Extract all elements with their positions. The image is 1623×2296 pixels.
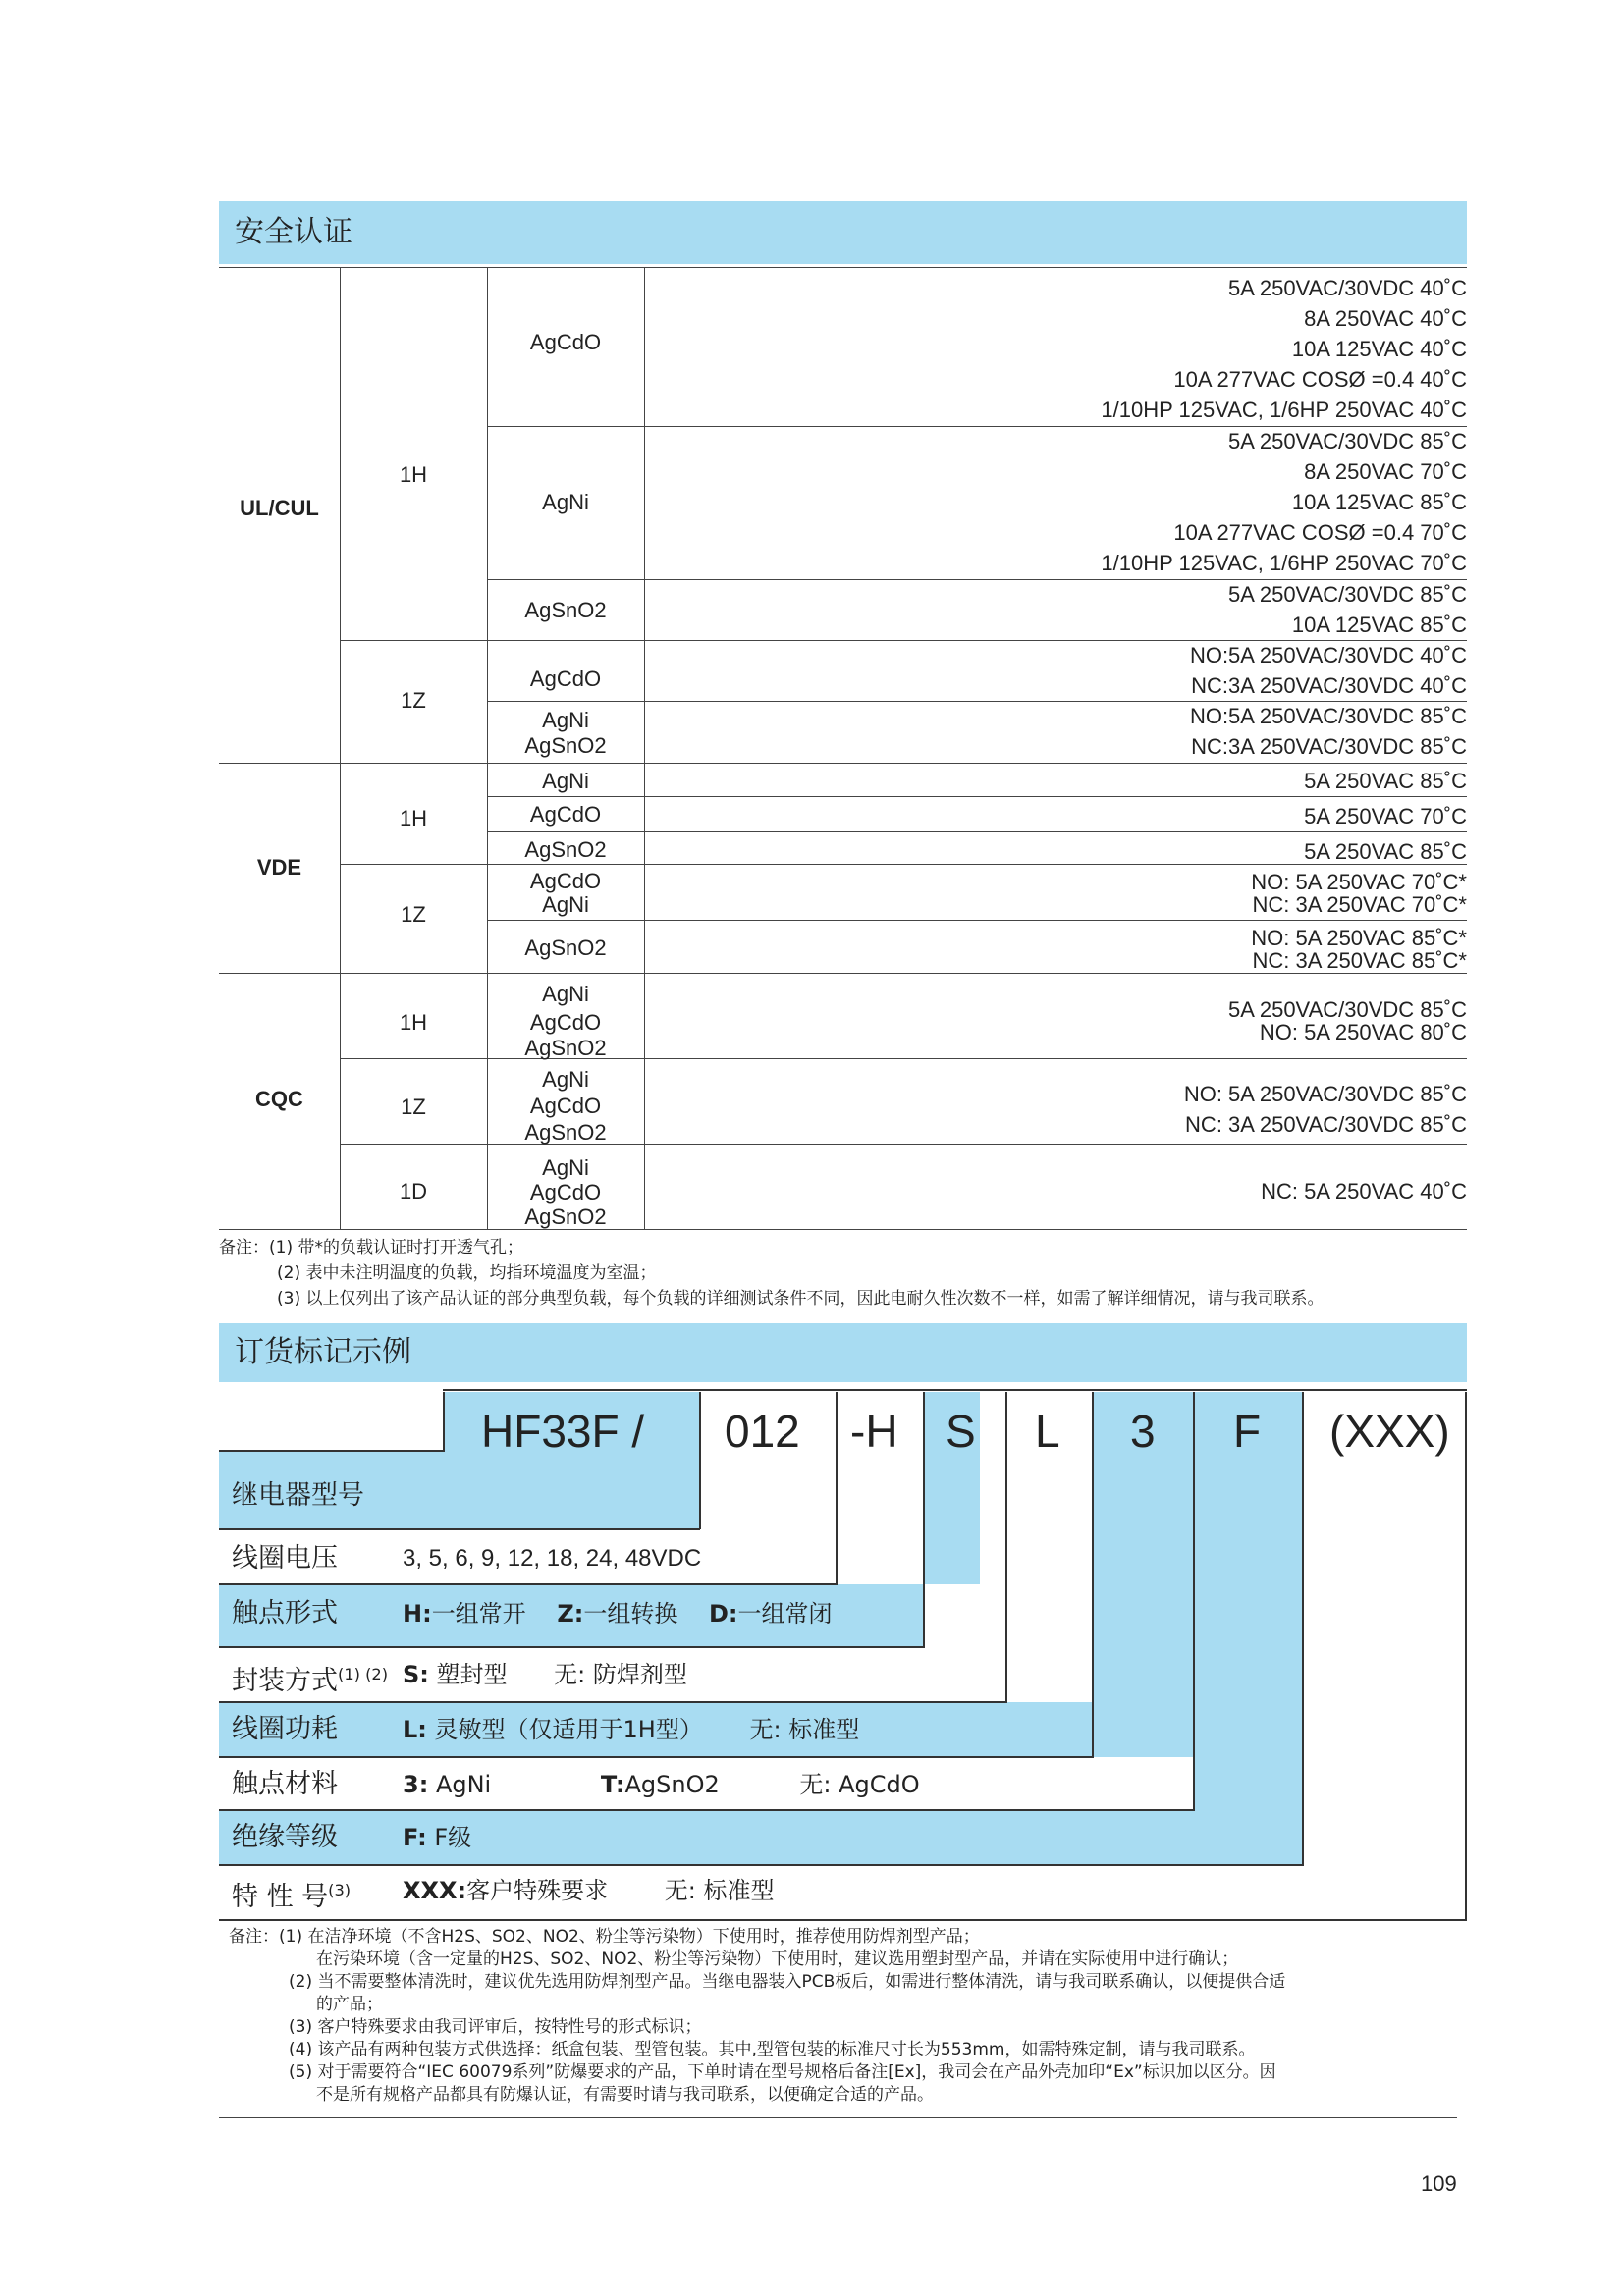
ul-1z-material-agni: AgNi xyxy=(542,708,589,732)
coil-power-options xyxy=(403,1714,859,1745)
cqc-1z-load-1: NO: 5A 250VAC/30VDC 85˚C xyxy=(1183,1082,1467,1106)
special-note-ref: (3) xyxy=(328,1881,352,1899)
vde-1z-agni: AgNi xyxy=(542,892,589,917)
contact-form-d-code: D: xyxy=(708,1600,738,1628)
ul-agcdo-load-1: 5A 250VAC/30VDC 40˚C xyxy=(1228,276,1467,300)
cert-vde: VDE xyxy=(256,855,302,880)
contact-form-h-code: H: xyxy=(403,1600,432,1628)
vde-1z-a-load-2: NC: 3A 250VAC 70˚C* xyxy=(1252,892,1467,917)
code-coil-power: L xyxy=(1035,1406,1060,1457)
label-contact-material: 触点材料 xyxy=(232,1769,338,1799)
contact-material-t-text: AgSnO2 xyxy=(624,1771,720,1798)
code-contact-material: 3 xyxy=(1130,1406,1156,1457)
safety-section-title: 安全认证 xyxy=(219,201,1467,264)
ul-agcdo-load-5: 1/10HP 125VAC, 1/6HP 250VAC 40˚C xyxy=(1101,398,1467,422)
ul-1z-agni-load-2: NC:3A 250VAC/30VDC 85˚C xyxy=(1191,734,1467,759)
ul-agcdo-load-2: 8A 250VAC 40˚C xyxy=(1304,306,1467,331)
vde-1z-agsno2: AgSnO2 xyxy=(524,935,607,960)
enclosure-note-ref: (1) (2) xyxy=(338,1665,389,1683)
order-note-1: 备注：(1) 在洁净环境（不含H2S、SO2、NO2、粉尘等污染物）下使用时，推荐使用防焊剂型产品； xyxy=(229,1927,980,1947)
cqc-1h-mat-1: AgNi xyxy=(542,982,589,1006)
safety-note-1: 备注：(1) 带*的负载认证时打开透气孔； xyxy=(219,1238,523,1257)
ul-form-1z: 1Z xyxy=(401,688,426,713)
coil-power-none: 无: 标准型 xyxy=(749,1716,860,1743)
label-contact-form: 触点形式 xyxy=(232,1598,338,1629)
order-section-title: 订货标记示例 xyxy=(219,1323,1467,1382)
cqc-1z-mat-2: AgCdO xyxy=(529,1094,602,1118)
contact-form-h-text: 一组常开 xyxy=(431,1600,526,1628)
vde-1z-b-load-1: NO: 5A 250VAC 85˚C* xyxy=(1251,926,1467,950)
insulation-f-text: F级 xyxy=(434,1824,472,1851)
vde-1h-agcdo-load: 5A 250VAC 70˚C xyxy=(1304,804,1467,828)
insulation-f-code: F: xyxy=(403,1824,427,1851)
vde-1h-agni-load: 5A 250VAC 85˚C xyxy=(1304,769,1467,793)
ul-agcdo-load-3: 10A 125VAC 40˚C xyxy=(1291,337,1467,361)
special-x-code: XXX: xyxy=(403,1877,467,1904)
vde-1h-agsno2: AgSnO2 xyxy=(524,837,607,862)
ul-agni-load-3: 10A 125VAC 85˚C xyxy=(1291,490,1467,514)
vde-1z-agcdo: AgCdO xyxy=(529,869,602,893)
label-relay-model: 继电器型号 xyxy=(232,1480,364,1511)
special-x-text: 客户特殊要求 xyxy=(466,1877,609,1904)
contact-material-a-text: AgNi xyxy=(435,1771,492,1798)
order-note-2b: 的产品； xyxy=(316,1995,383,2014)
vde-1h-agsno2-load: 5A 250VAC 85˚C xyxy=(1304,839,1467,864)
safety-note-3: (3) 以上仅列出了该产品认证的部分典型负载，每个负载的详细测试条件不同，因此电耐久性次数不一样，如需了解详细情况，请与我司联系。 xyxy=(277,1289,1325,1308)
contact-material-t-code: T: xyxy=(600,1771,625,1798)
vde-1h-agcdo: AgCdO xyxy=(529,802,602,827)
vde-form-1h: 1H xyxy=(399,806,428,830)
contact-material-a-code: 3: xyxy=(403,1771,429,1798)
cqc-1d-mat-1: AgNi xyxy=(542,1155,589,1180)
code-contact-form: -H xyxy=(850,1406,898,1457)
cqc-1z-mat-3: AgSnO2 xyxy=(524,1120,607,1145)
contact-form-options xyxy=(403,1598,833,1629)
cert-ul-cul: UL/CUL xyxy=(240,496,319,520)
ul-agsno2-load-2: 10A 125VAC 85˚C xyxy=(1291,613,1467,637)
ul-1z-agni-load-1: NO:5A 250VAC/30VDC 85˚C xyxy=(1189,704,1467,728)
enclosure-none: 无: 防焊剂型 xyxy=(554,1661,687,1688)
cqc-1d-mat-3: AgSnO2 xyxy=(524,1204,607,1229)
ul-agni-load-1: 5A 250VAC/30VDC 85˚C xyxy=(1228,429,1467,454)
contact-form-z-text: 一组转换 xyxy=(583,1600,678,1628)
contact-form-d-text: 一组常闭 xyxy=(737,1600,833,1628)
enclosure-s-text: 塑封型 xyxy=(436,1661,508,1688)
code-model: HF33F / xyxy=(481,1406,645,1457)
ul-agni-load-5: 1/10HP 125VAC, 1/6HP 250VAC 70˚C xyxy=(1101,551,1467,575)
vde-1h-agni: AgNi xyxy=(542,769,589,793)
code-enclosure: S xyxy=(946,1406,976,1457)
code-insulation: F xyxy=(1233,1406,1262,1457)
ul-material-agcdo: AgCdO xyxy=(529,330,602,354)
ul-agni-load-2: 8A 250VAC 70˚C xyxy=(1304,459,1467,484)
ul-material-agni: AgNi xyxy=(542,490,589,514)
order-note-1b: 在污染环境（含一定量的H2S、SO2、NO2、粉尘等污染物）下使用时，建议选用塑封型产品，并请在实际使用中进行确认； xyxy=(316,1949,1239,1969)
label-coil-voltage: 线圈电压 xyxy=(232,1543,338,1574)
vde-form-1z: 1Z xyxy=(401,902,426,927)
cqc-1h-mat-2: AgCdO xyxy=(529,1010,602,1035)
cqc-form-1h: 1H xyxy=(399,1010,428,1035)
code-voltage: 012 xyxy=(725,1406,800,1457)
code-special: (XXX) xyxy=(1329,1406,1450,1457)
label-special: 特 性 号$^{(3)}$ xyxy=(232,1881,352,1912)
ul-1z-material-agsno2: AgSnO2 xyxy=(524,733,607,758)
vde-1z-a-load-1: NO: 5A 250VAC 70˚C* xyxy=(1251,870,1467,894)
cqc-1h-load-2: NO: 5A 250VAC 80˚C xyxy=(1259,1020,1467,1044)
enclosure-s-code: S: xyxy=(403,1661,429,1688)
ul-material-agsno2: AgSnO2 xyxy=(524,598,607,622)
special-none: 无: 标准型 xyxy=(664,1877,775,1904)
contact-material-options xyxy=(403,1769,920,1800)
cqc-form-1z: 1Z xyxy=(401,1095,426,1119)
order-note-3: (3) 客户特殊要求由我司评审后，按特性号的形式标识； xyxy=(289,2017,702,2037)
cqc-1z-mat-1: AgNi xyxy=(542,1067,589,1092)
order-note-5b: 不是所有规格产品都具有防爆认证，有需要时请与我司联系，以便确定合适的产品。 xyxy=(316,2085,934,2105)
cqc-1h-mat-3: AgSnO2 xyxy=(524,1036,607,1060)
special-options xyxy=(403,1875,774,1906)
contact-form-z-code: Z: xyxy=(557,1600,584,1628)
ul-1z-material-agcdo: AgCdO xyxy=(529,667,602,691)
cqc-1h-load-1: 5A 250VAC/30VDC 85˚C xyxy=(1228,997,1467,1022)
label-enclosure: 封装方式$^{(1) (2)}$ xyxy=(232,1665,389,1696)
order-note-4: (4) 该产品有两种包装方式供选择：纸盒包装、型管包装。其中,型管包装的标准尺寸长为553mm，如需特殊定制，请与我司联系。 xyxy=(289,2040,1256,2059)
coil-power-l-code: L: xyxy=(403,1716,427,1743)
ul-agcdo-load-4: 10A 277VAC COSØ =0.4 40˚C xyxy=(1173,367,1467,392)
bottom-rule xyxy=(219,2117,1457,2118)
insulation-options xyxy=(403,1822,471,1853)
vde-1z-b-load-2: NC: 3A 250VAC 85˚C* xyxy=(1252,948,1467,973)
label-insulation: 绝缘等级 xyxy=(232,1822,338,1852)
ul-agni-load-4: 10A 277VAC COSØ =0.4 70˚C xyxy=(1173,520,1467,545)
contact-material-none: 无: AgCdO xyxy=(799,1771,920,1798)
ul-1z-agcdo-load-2: NC:3A 250VAC/30VDC 40˚C xyxy=(1191,673,1467,698)
cqc-form-1d: 1D xyxy=(399,1179,428,1203)
order-note-5: (5) 对于需要符合“IEC 60079系列”防爆要求的产品，下单时请在型号规格后备注[Ex]，我司会在产品外壳加印“Ex”标识加以区分。因 xyxy=(289,2062,1276,2082)
ul-form-1h: 1H xyxy=(399,462,428,487)
order-note-2: (2) 当不需要整体清洗时，建议优先选用防焊剂型产品。当继电器装入PCB板后，如需进行整体清洗，请与我司联系确认，以便提供合适 xyxy=(289,1972,1286,1992)
ul-agsno2-load-1: 5A 250VAC/30VDC 85˚C xyxy=(1228,582,1467,607)
label-coil-power: 线圈功耗 xyxy=(232,1714,338,1744)
safety-note-2: (2) 表中未注明温度的负载，均指环境温度为室温； xyxy=(277,1263,657,1283)
page-number: 109 xyxy=(1421,2171,1457,2196)
ul-1z-agcdo-load-1: NO:5A 250VAC/30VDC 40˚C xyxy=(1189,643,1467,667)
coil-voltage-value: 3, 5, 6, 9, 12, 18, 24, 48VDC xyxy=(403,1545,702,1572)
cert-cqc: CQC xyxy=(255,1087,303,1111)
cqc-1z-load-2: NC: 3A 250VAC/30VDC 85˚C xyxy=(1185,1112,1467,1137)
coil-power-l-text: 灵敏型（仅适用于1H型） xyxy=(434,1716,703,1743)
enclosure-options xyxy=(403,1659,687,1690)
cqc-1d-load-1: NC: 5A 250VAC 40˚C xyxy=(1261,1179,1467,1203)
cqc-1d-mat-2: AgCdO xyxy=(529,1180,602,1204)
